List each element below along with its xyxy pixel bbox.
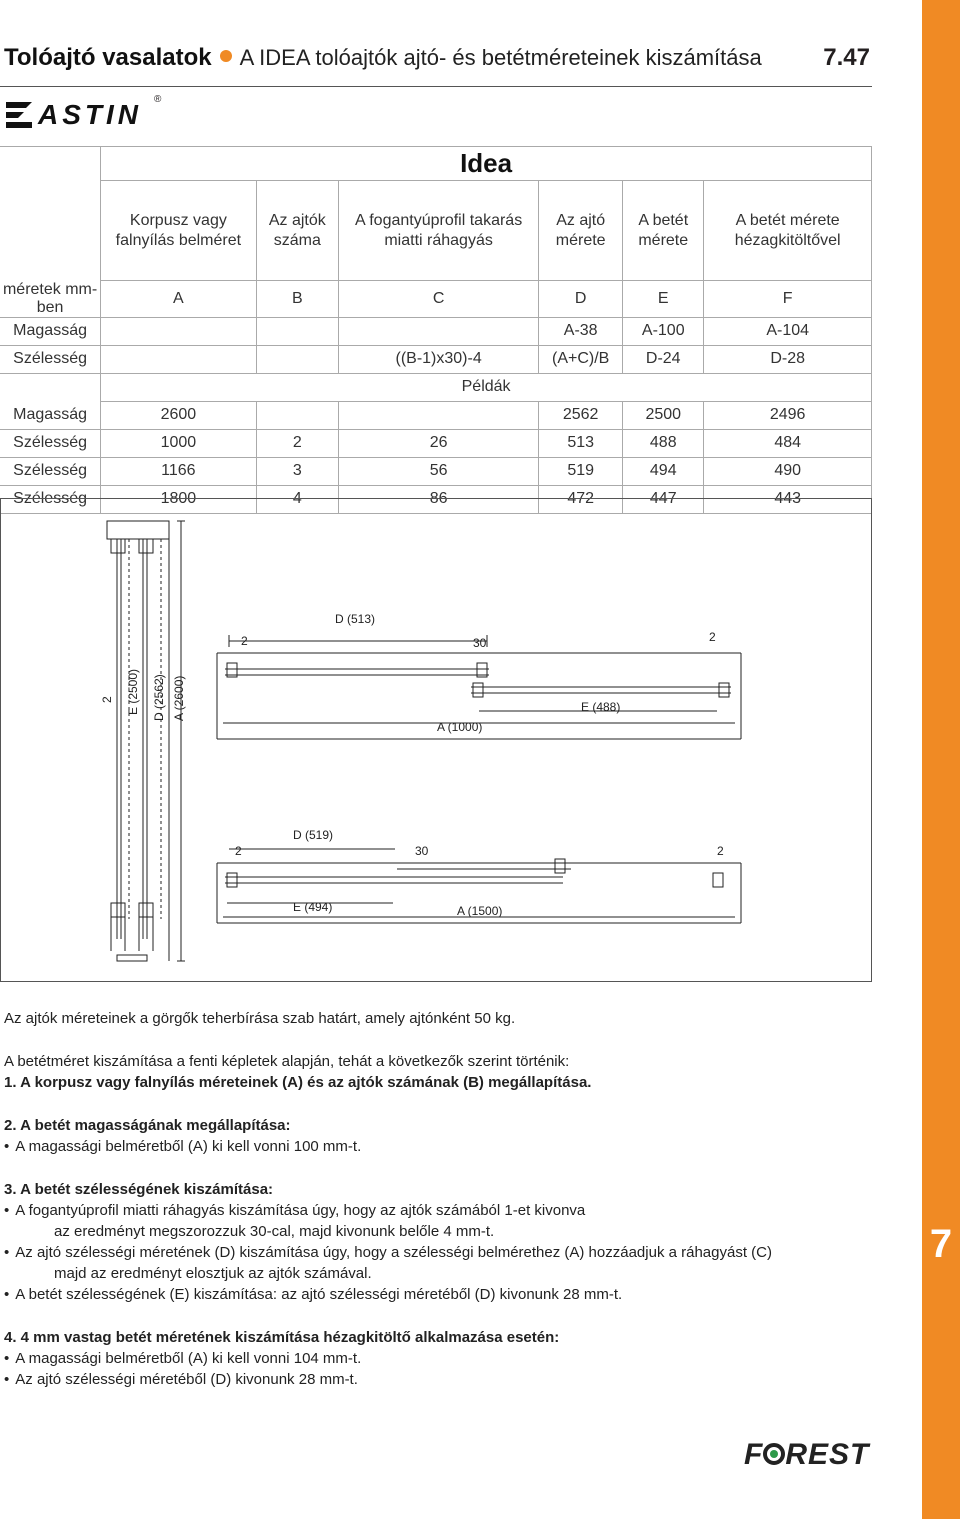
table-row: Szélesség 1800 4 86 472 447 443 xyxy=(0,485,872,513)
page-number: 7.47 xyxy=(823,44,870,71)
side-tab-bar xyxy=(922,0,960,1519)
drawing-svg xyxy=(1,499,871,981)
bottom-rail-profile xyxy=(117,955,147,961)
registered-mark: ® xyxy=(154,94,162,105)
table-row: Magasság A-38 A-100 A-104 xyxy=(0,317,872,345)
list-item: • A magassági belméretből (A) ki kell vonni 100 mm-t. xyxy=(4,1136,884,1157)
column-header: Az ajtók száma xyxy=(256,181,338,281)
dim-bottom-a: A (1500) xyxy=(457,904,503,918)
table-row: Szélesség 1000 2 26 513 488 484 xyxy=(0,429,872,457)
forest-logo-f: F xyxy=(744,1438,764,1471)
step-heading: 4. 4 mm vastag betét méretének kiszámítása hézagkitöltő alkalmazása esetén: xyxy=(4,1329,560,1346)
column-header: Korpusz vagy falnyílás belméret xyxy=(101,181,256,281)
header-subtitle: A IDEA tolóajtók ajtó- és betétméreteinek kiszámítása xyxy=(239,45,762,70)
dim-top-gap-left: 2 xyxy=(241,634,248,648)
column-header: Az ajtó mérete xyxy=(539,181,623,281)
dim-e-height: E (2500) xyxy=(126,668,140,715)
instructions xyxy=(4,1008,884,1390)
column-header: A betét mérete xyxy=(623,181,704,281)
examples-label: Példák xyxy=(101,373,872,401)
note-paragraph: A betétméret kiszámítása a fenti képletek alapján, tehát a következők szerint történik: xyxy=(4,1053,570,1070)
forest-logo xyxy=(744,1438,869,1472)
dim-top-gap-right: 2 xyxy=(709,630,716,644)
table-row: Szélesség ((B-1)x30)-4 (A+C)/B D-24 D-28 xyxy=(0,345,872,373)
table-title: Idea xyxy=(101,147,872,181)
forest-o-icon xyxy=(763,1443,785,1465)
dim-top-overlap: 30 xyxy=(473,636,487,650)
list-item-continuation: az eredményt megszorozzuk 30-cal, majd kivonunk belőle 4 mm-t. xyxy=(54,1223,495,1240)
dim-d-height: D (2562) xyxy=(152,674,166,721)
list-item-continuation: majd az eredményt elosztjuk az ajtók számával. xyxy=(54,1265,372,1282)
astin-logo xyxy=(4,94,162,135)
dim-top-d: D (513) xyxy=(335,612,376,626)
top-rail-profile xyxy=(107,521,169,539)
header-divider xyxy=(0,86,872,87)
step-heading: 1. A korpusz vagy falnyílás méreteinek (A) és az ajtók számának (B) megállapítása. xyxy=(4,1074,592,1091)
bullet-dot-icon xyxy=(220,50,232,62)
dim-top-e: E (488) xyxy=(581,700,621,714)
side-tab-number: 7 xyxy=(929,1222,953,1266)
forest-logo-rest: REST xyxy=(785,1438,870,1471)
dim-bottom-gap-right: 2 xyxy=(717,844,724,858)
list-item: • A betét szélességének (E) kiszámítása: az ajtó szélességi méretéből (D) kivonunk 28 mm-t. xyxy=(4,1284,884,1305)
page-header xyxy=(4,44,874,84)
dimension-table xyxy=(0,146,872,514)
dim-bottom-d: D (519) xyxy=(293,828,334,842)
note-paragraph: Az ajtók méreteinek a görgők teherbírása szab határt, amely ajtónként 50 kg. xyxy=(4,1010,516,1027)
astin-logo-text: ASTIN xyxy=(38,99,142,130)
table-header-row xyxy=(0,181,872,281)
dim-a-height: A (2600) xyxy=(172,675,186,721)
column-header: A fogantyúprofil takarás miatti ráhagyás xyxy=(339,181,539,281)
astin-mark-icon xyxy=(4,100,34,130)
table-row: Szélesség 1166 3 56 519 494 490 xyxy=(0,457,872,485)
list-item: • A fogantyúprofil miatti ráhagyás kiszámítása úgy, hogy az ajtók számából 1-et kivonva xyxy=(4,1200,884,1221)
header-title: Tolóajtó vasalatok xyxy=(4,44,212,71)
list-item: • Az ajtó szélességi méretének (D) kiszámítása úgy, hogy a szélességi belmérethez (A) hozzáadjuk a ráhagyást (C) xyxy=(4,1242,884,1263)
list-item: • A magassági belméretből (A) ki kell vonni 104 mm-t. xyxy=(4,1348,884,1369)
dim-top-a: A (1000) xyxy=(437,720,483,734)
step-heading: 2. A betét magasságának megállapítása: xyxy=(4,1117,291,1134)
technical-drawing xyxy=(0,498,872,982)
dim-bottom-overlap: 30 xyxy=(415,844,429,858)
step-heading: 3. A betét szélességének kiszámítása: xyxy=(4,1181,274,1198)
dim-bottom-gap-left: 2 xyxy=(235,844,242,858)
column-header: A betét mérete hézagkitöltővel xyxy=(704,181,872,281)
list-item: • Az ajtó szélességi méretéből (D) kivonunk 28 mm-t. xyxy=(4,1369,884,1390)
dim-bottom-e: E (494) xyxy=(293,900,333,914)
table-row xyxy=(0,373,872,401)
dim-gap: 2 xyxy=(100,696,114,703)
table-row: Magasság 2600 2562 2500 2496 xyxy=(0,401,872,429)
table-row: méretek mm-ben A B C D E F xyxy=(0,281,872,318)
